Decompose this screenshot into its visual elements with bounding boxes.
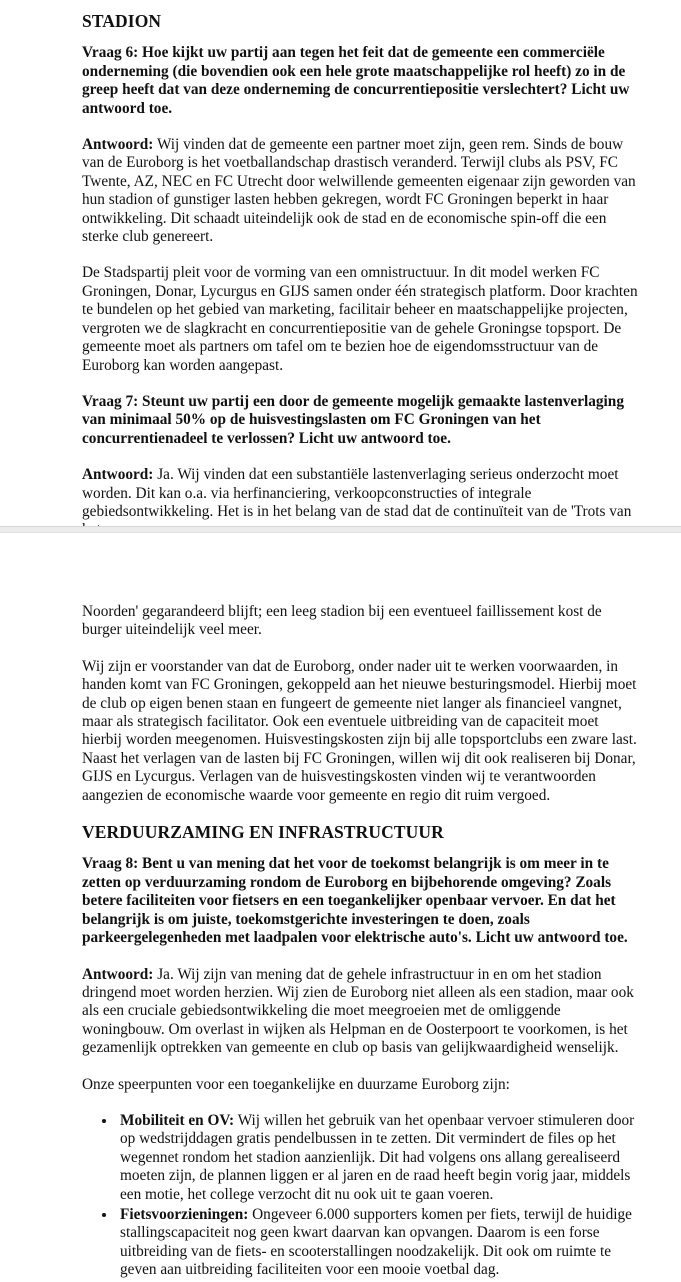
answer-label: Antwoord: (82, 965, 154, 983)
answer-7-text: Ja. Wij vinden dat een substantiële lastenverlaging serieus onderzocht moet worden. Dit kan o.a. via herfinanciering, verkoopconstructies of integrale gebiedsontwikkeling. Het is in het belang van de stad dat de continuïteit van de 'Trots van (82, 466, 632, 520)
answer-label: Antwoord: (82, 466, 154, 484)
speerpunten-list (82, 1112, 642, 1280)
document-page-1 (0, 0, 681, 526)
answer-7-continued: Noorden' gegarandeerd blijft; een leeg stadion bij een eventueel faillissement kost de burger uiteindelijk veel meer. (82, 603, 602, 639)
document-page-2 (0, 533, 681, 1279)
page-separator (0, 526, 681, 533)
answer-6-text: Wij vinden dat de gemeente een partner moet zijn, geen rem. Sinds de bouw van de Euroborg is het voetballandschap drastisch veranderd. Terwijl clubs als PSV, FC Twente, AZ, NEC en FC Utrecht door welwillende gemeenten eigenaar zijn geworden van hun stadion of gunstiger lasten hebben gekregen, wordt FC Groningen beperkt in haar ontwikkeling. Dit schaadt uiteindelijk ook de stad en de economische spin-off die een sterke club genereert. (82, 136, 636, 246)
page-1-content (82, 12, 642, 558)
section-heading-stadion: STADION (82, 11, 162, 31)
paragraph-omnistructuur: De Stadspartij pleit voor de vorming van een omnistructuur. In dit model werken FC Groningen, Donar, Lycurgus en GIJS samen onder één strategisch platform. Door krachten te bundelen op het gebied van marketing, facilitair beheer en maatschappelijke projecten, vergroten we de slagkracht en concurrentiepositie van de gehele Groningse topsport. De gemeente moet als partners om tafel om te bezien hoe de eigendomsstructuur van de Euroborg kan worden aangepast. (82, 264, 638, 374)
list-item-label: Fietsvoorzieningen: (120, 1205, 249, 1223)
question-8: Vraag 8: Bent u van mening dat het voor de toekomst belangrijk is om meer in te zetten op verduurzaming rondom de Euroborg en bijbehorende omgeving? Zoals betere faciliteiten voor fietsers en een toegankelijker openbaar vervoer. En dat het belangrijk is om juiste, toekomstgerichte investeringen te doen, zoals parkeergelegenheden met laadpalen voor elektrische auto's. Licht uw antwoord toe. (82, 855, 628, 947)
list-item-text: Ongeveer 6.000 supporters komen per fiets, terwijl de huidige stallingscapaciteit nog geen kwart daarvan kan opvangen. Daarom is een forse uitbreiding van de fiets- en scooterstallingen noodzakelijk. Dit ook om ruimte te geven aan uitbreiding faciliteiten voor een mooie voetbal dag. (120, 1205, 632, 1279)
answer-label: Antwoord: (82, 136, 154, 154)
paragraph-euroborg-ownership: Wij zijn er voorstander van dat de Euroborg, onder nader uit te werken voorwaarden, in handen komt van FC Groningen, gekoppeld aan het nieuwe besturingsmodel. Hierbij moet de club op eigen benen staan en fungeert de gemeente niet langer als financieel vangnet, maar als strategisch facilitator. Ook een eventuele uitbreiding van de capaciteit moet hierbij worden meegenomen. Huisvestingskosten zijn bij alle topsportclubs een zware last. Naast het verlagen van de lasten bij FC Groningen, willen wij dit ook realiseren bij Donar, GIJS en Lycurgus. Verlagen van de huisvestingskosten vinden wij te verantwoorden aangezien de economische waarde voor gemeente en regio dit ruim vergoed. (82, 657, 637, 804)
question-6: Vraag 6: Hoe kijkt uw partij aan tegen het feit dat de gemeente een commerciële onderneming (die bovendien ook een hele grote maatschappelijke rol heeft) zo in de greep heeft dat van deze onderneming de concurrentiepositie verslechtert? Licht uw antwoord toe. (82, 44, 630, 117)
list-item (117, 1206, 642, 1280)
answer-8 (82, 966, 642, 1058)
page-2-content (82, 603, 642, 1282)
paragraph-speerpunten: Onze speerpunten voor een toegankelijke en duurzame Euroborg zijn: (82, 1075, 510, 1093)
answer-8-text: Ja. Wij zijn van mening dat de gehele infrastructuur in en om het stadion dringend moet worden herzien. Wij zien de Euroborg niet alleen als een stadion, maar ook als een cruciale gebiedsontwikkeling die moet meegroeien met de omliggende woningbouw. Om overlast in wijken als Helpman en de Oosterpoort te voorkomen, is het gezamenlijk optrekken van gemeente en club op basis van gelijkwaardigheid wenselijk. (82, 965, 634, 1057)
question-7: Vraag 7: Steunt uw partij een door de gemeente mogelijk gemaakte lastenverlaging van minimaal 50% op de huisvestingslasten om FC Groningen van het concurrentienadeel te verlossen? Licht uw antwoord toe. (82, 392, 624, 447)
section-heading-verduurzaming: VERDUURZAMING EN INFRASTRUCTUUR (82, 822, 444, 843)
list-item-label: Mobiliteit en OV: (120, 1111, 235, 1129)
list-item (117, 1112, 642, 1204)
answer-6 (82, 136, 642, 246)
list-item-text: Wij willen het gebruik van het openbaar vervoer stimuleren door op wedstrijddagen gratis pendelbussen in te zetten. Dit vermindert de files op het wegennet rondom het stadion aanzienlijk. Dit had volgens ons allang gerealiseerd moeten zijn, de plannen liggen er al jaren en de raad heeft begin vorig jaar, middels een motie, het college verzocht dit nu ook uit te gaan voeren. (120, 1111, 635, 1203)
